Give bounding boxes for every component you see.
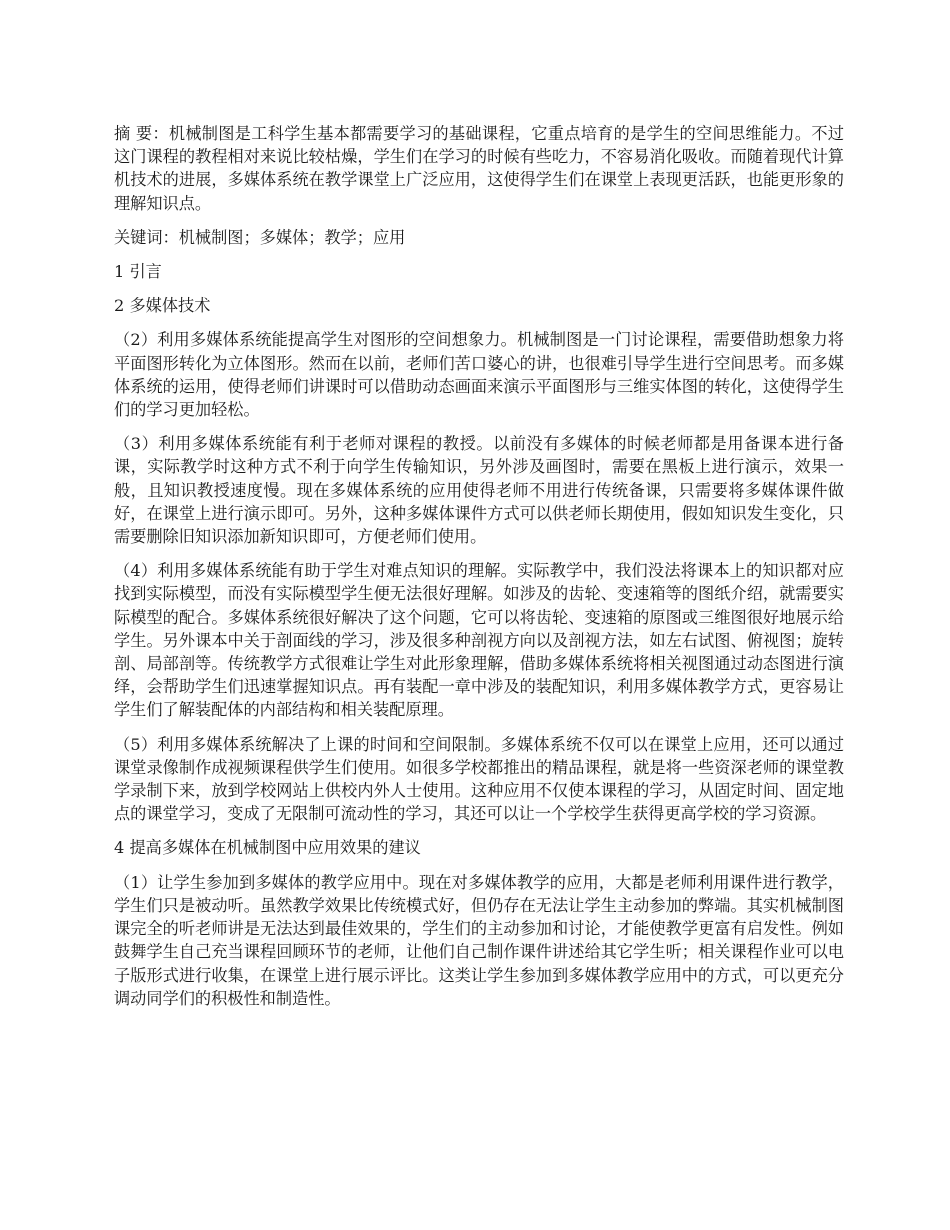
keywords-line: 关键词：机械制图；多媒体；教学；应用: [114, 227, 406, 247]
section-heading-suggestions: 4 提高多媒体在机械制图中应用效果的建议: [114, 838, 421, 858]
body-paragraph-4: （4）利用多媒体系统能有助于学生对难点知识的理解。实际教学中，我们没法将课本上的知识都对应找到实际模型，而没有实际模型学生便无法很好理解。如涉及的齿轮、变速箱等的图纸介绍，就需要实际模型的配合。多媒体系统很好解决了这个问题，它可以将齿轮、变速箱的原图或三维图很好地展示给学生。另外课本中关于剖面线的学习，涉及很多种剖视方向以及剖视方法，如左右试图、俯视图；旋转剖、局部剖等。传统教学方式很难让学生对此形象理解，借助多媒体系统将相关视图通过动态图进行演绎，会帮助学生们迅速掌握知识点。再有装配一章中涉及的装配知识，利用多媒体教学方式，更容易让学生们了解装配体的内部结构和相关装配原理。: [114, 561, 844, 720]
body-paragraph-3: （3）利用多媒体系统能有利于老师对课程的教授。以前没有多媒体的时候老师都是用备课本进行备课，实际教学时这种方式不利于向学生传输知识，另外涉及画图时，需要在黑板上进行演示，效果一般，且知识教授速度慢。现在多媒体系统的应用使得老师不用进行传统备课，只需要将多媒体课件做好，在课堂上进行演示即可。另外，这种多媒体课件方式可以供老师长期使用，假如知识发生变化，只需要删除旧知识添加新知识即可，方便老师们使用。: [114, 434, 844, 547]
section-heading-multimedia-technology: 2 多媒体技术: [114, 296, 211, 316]
body-paragraph-2: （2）利用多媒体系统能提高学生对图形的空间想象力。机械制图是一门讨论课程，需要借助想象力将平面图形转化为立体图形。然而在以前，老师们苦口婆心的讲，也很难引导学生进行空间思考。而多媒体系统的运用，使得老师们讲课时可以借助动态画面来演示平面图形与三维实体图的转化，这使得学生们的学习更加轻松。: [114, 330, 844, 420]
section-heading-introduction: 1 引言: [114, 262, 162, 282]
body-paragraph-suggestion-1: （1）让学生参加到多媒体的教学应用中。现在对多媒体教学的应用，大都是老师利用课件进行教学，学生们只是被动听。虽然教学效果比传统模式好，但仍存在无法让学生主动参加的弊端。其实机械制图课完全的听老师讲是无法达到最佳效果的，学生们的主动参加和讨论，才能使教学更富有启发性。例如鼓舞学生自己充当课程回顾环节的老师，让他们自己制作课件讲述给其它学生听；相关课程作业可以电子版形式进行收集，在课堂上进行展示评比。这类让学生参加到多媒体教学应用中的方式，可以更充分调动同学们的积极性和制造性。: [114, 872, 844, 1008]
abstract-paragraph: 摘 要：机械制图是工科学生基本都需要学习的基础课程，它重点培育的是学生的空间思维能力。不过这门课程的教程相对来说比较枯燥，学生们在学习的时候有些吃力，不容易消化吸收。而随着现代计算机技术的进展，多媒体系统在教学课堂上广泛应用，这使得学生们在课堂上表现更活跃，也能更形象的理解知识点。: [114, 124, 844, 213]
body-paragraph-5: （5）利用多媒体系统解决了上课的时间和空间限制。多媒体系统不仅可以在课堂上应用，还可以通过课堂录像制作成视频课程供学生们使用。如很多学校都推出的精品课程，就是将一些资深老师的课堂教学录制下来，放到学校网站上供校内外人士使用。这种应用不仅使本课程的学习，从固定时间、固定地点的课堂学习，变成了无限制可流动性的学习，其还可以让一个学校学生获得更高学校的学习资源。: [114, 734, 844, 824]
document-page: [114, 122, 844, 1021]
